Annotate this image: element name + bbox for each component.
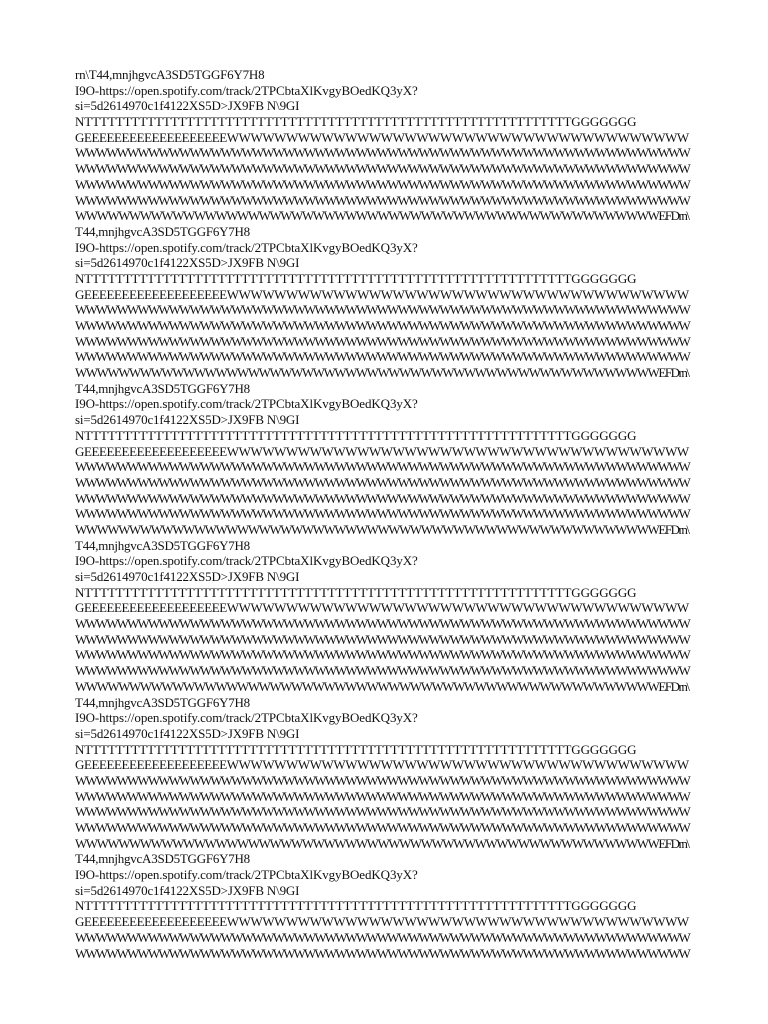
text-line: T44,mnjhgvcA3SD5TGGF6Y7H8 (75, 537, 250, 553)
text-line: si=5d2614970c1f4122XS5D>JX9FB N\9GI (75, 412, 300, 428)
text-line: GEEEEEEEEEEEEEEEEEEEWWWWWWWWWWWWWWWWWWWWWWWWWWWWWWWWWWWWWWW (75, 129, 689, 145)
text-line: WWWWWWWWWWWWWWWWWWWWWWWWWWWWWWWWWWWWWWWWWWWWWWWWWWWWWWWWWWW (75, 772, 689, 788)
text-line: WWWWWWWWWWWWWWWWWWWWWWWWWWWWWWWWWWWWWWWWWWWWWWWWWWWWWWWWWWW (75, 788, 689, 804)
text-line: GEEEEEEEEEEEEEEEEEEEWWWWWWWWWWWWWWWWWWWWWWWWWWWWWWWWWWWWWWW (75, 443, 689, 459)
text-line: I9O-https://open.spotify.com/track/2TPCbtaXlKvgyBOedKQ3yX? (75, 710, 418, 726)
text-line: GEEEEEEEEEEEEEEEEEEEWWWWWWWWWWWWWWWWWWWWWWWWWWWWWWWWWWWWWWW (75, 286, 689, 302)
text-line: GEEEEEEEEEEEEEEEEEEEWWWWWWWWWWWWWWWWWWWWWWWWWWWWWWWWWWWWWWW (75, 600, 689, 616)
text-line: I9O-https://open.spotify.com/track/2TPCbtaXlKvgyBOedKQ3yX? (75, 239, 418, 255)
text-line: WWWWWWWWWWWWWWWWWWWWWWWWWWWWWWWWWWWWWWWWWWWWWWWWWWWWWWWWWWW (75, 459, 689, 475)
text-line: WWWWWWWWWWWWWWWWWWWWWWWWWWWWWWWWWWWWWWWWWWWWWWWWWWWWWWWWWWW (75, 176, 689, 192)
text-line: NTTTTTTTTTTTTTTTTTTTTTTTTTTTTTTTTTTTTTTTTTTTTTTTTTTTTTTTTTTTTTTGGGGGGG (75, 584, 637, 600)
text-line: si=5d2614970c1f4122XS5D>JX9FB N\9GI (75, 882, 300, 898)
text-line: T44,mnjhgvcA3SD5TGGF6Y7H8 (75, 694, 250, 710)
text-line: WWWWWWWWWWWWWWWWWWWWWWWWWWWWWWWWWWWWWWWWWWWWWWWWWWWWWWEFDrn\ (75, 365, 689, 381)
text-line: WWWWWWWWWWWWWWWWWWWWWWWWWWWWWWWWWWWWWWWWWWWWWWWWWWWWWWWWWWW (75, 192, 689, 208)
text-line: NTTTTTTTTTTTTTTTTTTTTTTTTTTTTTTTTTTTTTTTTTTTTTTTTTTTTTTTTTTTTTTGGGGGGG (75, 898, 637, 914)
text-line: WWWWWWWWWWWWWWWWWWWWWWWWWWWWWWWWWWWWWWWWWWWWWWWWWWWWWWWWWWW (75, 631, 689, 647)
text-line: NTTTTTTTTTTTTTTTTTTTTTTTTTTTTTTTTTTTTTTTTTTTTTTTTTTTTTTTTTTTTTTGGGGGGG (75, 270, 637, 286)
text-line: WWWWWWWWWWWWWWWWWWWWWWWWWWWWWWWWWWWWWWWWWWWWWWWWWWWWWWWWWWW (75, 506, 689, 522)
text-line: WWWWWWWWWWWWWWWWWWWWWWWWWWWWWWWWWWWWWWWWWWWWWWWWWWWWWWWWWWW (75, 161, 689, 177)
text-line: si=5d2614970c1f4122XS5D>JX9FB N\9GI (75, 725, 300, 741)
text-line: T44,mnjhgvcA3SD5TGGF6Y7H8 (75, 223, 250, 239)
text-line: WWWWWWWWWWWWWWWWWWWWWWWWWWWWWWWWWWWWWWWWWWWWWWWWWWWWWWWWWWW (75, 474, 689, 490)
text-line: si=5d2614970c1f4122XS5D>JX9FB N\9GI (75, 98, 300, 114)
text-line: WWWWWWWWWWWWWWWWWWWWWWWWWWWWWWWWWWWWWWWWWWWWWWWWWWWWWWWWWWW (75, 616, 689, 632)
text-line: WWWWWWWWWWWWWWWWWWWWWWWWWWWWWWWWWWWWWWWWWWWWWWWWWWWWWWWWWWW (75, 929, 689, 945)
text-line: WWWWWWWWWWWWWWWWWWWWWWWWWWWWWWWWWWWWWWWWWWWWWWWWWWWWWWWWWWW (75, 647, 689, 663)
text-line: WWWWWWWWWWWWWWWWWWWWWWWWWWWWWWWWWWWWWWWWWWWWWWWWWWWWWWWWWWW (75, 145, 689, 161)
text-line: WWWWWWWWWWWWWWWWWWWWWWWWWWWWWWWWWWWWWWWWWWWWWWWWWWWWWWEFDrn\ (75, 835, 689, 851)
text-line: I9O-https://open.spotify.com/track/2TPCbtaXlKvgyBOedKQ3yX? (75, 396, 418, 412)
text-line: WWWWWWWWWWWWWWWWWWWWWWWWWWWWWWWWWWWWWWWWWWWWWWWWWWWWWWWWWWW (75, 349, 689, 365)
text-line: I9O-https://open.spotify.com/track/2TPCbtaXlKvgyBOedKQ3yX? (75, 82, 418, 98)
text-line: WWWWWWWWWWWWWWWWWWWWWWWWWWWWWWWWWWWWWWWWWWWWWWWWWWWWWWWWWWW (75, 302, 689, 318)
text-line: WWWWWWWWWWWWWWWWWWWWWWWWWWWWWWWWWWWWWWWWWWWWWWWWWWWWWWWWWWW (75, 945, 689, 961)
text-line: GEEEEEEEEEEEEEEEEEEEWWWWWWWWWWWWWWWWWWWWWWWWWWWWWWWWWWWWWWW (75, 914, 689, 930)
text-line: WWWWWWWWWWWWWWWWWWWWWWWWWWWWWWWWWWWWWWWWWWWWWWWWWWWWWWWWWWW (75, 663, 689, 679)
text-line: I9O-https://open.spotify.com/track/2TPCbtaXlKvgyBOedKQ3yX? (75, 867, 418, 883)
text-line: WWWWWWWWWWWWWWWWWWWWWWWWWWWWWWWWWWWWWWWWWWWWWWWWWWWWWWEFDrn\ (75, 521, 689, 537)
text-line: WWWWWWWWWWWWWWWWWWWWWWWWWWWWWWWWWWWWWWWWWWWWWWWWWWWWWWWWWWW (75, 333, 689, 349)
text-line: T44,mnjhgvcA3SD5TGGF6Y7H8 (75, 380, 250, 396)
text-line: WWWWWWWWWWWWWWWWWWWWWWWWWWWWWWWWWWWWWWWWWWWWWWWWWWWWWWWWWWW (75, 318, 689, 333)
text-line: WWWWWWWWWWWWWWWWWWWWWWWWWWWWWWWWWWWWWWWWWWWWWWWWWWWWWWWWWWW (75, 804, 689, 820)
text-line: WWWWWWWWWWWWWWWWWWWWWWWWWWWWWWWWWWWWWWWWWWWWWWWWWWWWWWWWWWW (75, 490, 689, 506)
document-body-text (75, 67, 695, 961)
text-line: NTTTTTTTTTTTTTTTTTTTTTTTTTTTTTTTTTTTTTTTTTTTTTTTTTTTTTTTTTTTTTTGGGGGGG (75, 741, 637, 757)
text-line: si=5d2614970c1f4122XS5D>JX9FB N\9GI (75, 255, 300, 271)
text-line: I9O-https://open.spotify.com/track/2TPCbtaXlKvgyBOedKQ3yX? (75, 553, 418, 569)
text-line: rn\T44,mnjhgvcA3SD5TGGF6Y7H8 (75, 67, 265, 82)
text-line: NTTTTTTTTTTTTTTTTTTTTTTTTTTTTTTTTTTTTTTTTTTTTTTTTTTTTTTTTTTTTTTGGGGGGG (75, 427, 637, 443)
text-line: NTTTTTTTTTTTTTTTTTTTTTTTTTTTTTTTTTTTTTTTTTTTTTTTTTTTTTTTTTTTTTTGGGGGGG (75, 114, 637, 130)
text-line: WWWWWWWWWWWWWWWWWWWWWWWWWWWWWWWWWWWWWWWWWWWWWWWWWWWWWWEFDrn\ (75, 678, 689, 694)
text-line: si=5d2614970c1f4122XS5D>JX9FB N\9GI (75, 569, 300, 584)
text-line: T44,mnjhgvcA3SD5TGGF6Y7H8 (75, 851, 250, 867)
text-line: WWWWWWWWWWWWWWWWWWWWWWWWWWWWWWWWWWWWWWWWWWWWWWWWWWWWWWWWWWW (75, 820, 689, 835)
text-line: GEEEEEEEEEEEEEEEEEEEWWWWWWWWWWWWWWWWWWWWWWWWWWWWWWWWWWWWWWW (75, 757, 689, 773)
text-line: WWWWWWWWWWWWWWWWWWWWWWWWWWWWWWWWWWWWWWWWWWWWWWWWWWWWWWEFDrn\ (75, 208, 689, 224)
